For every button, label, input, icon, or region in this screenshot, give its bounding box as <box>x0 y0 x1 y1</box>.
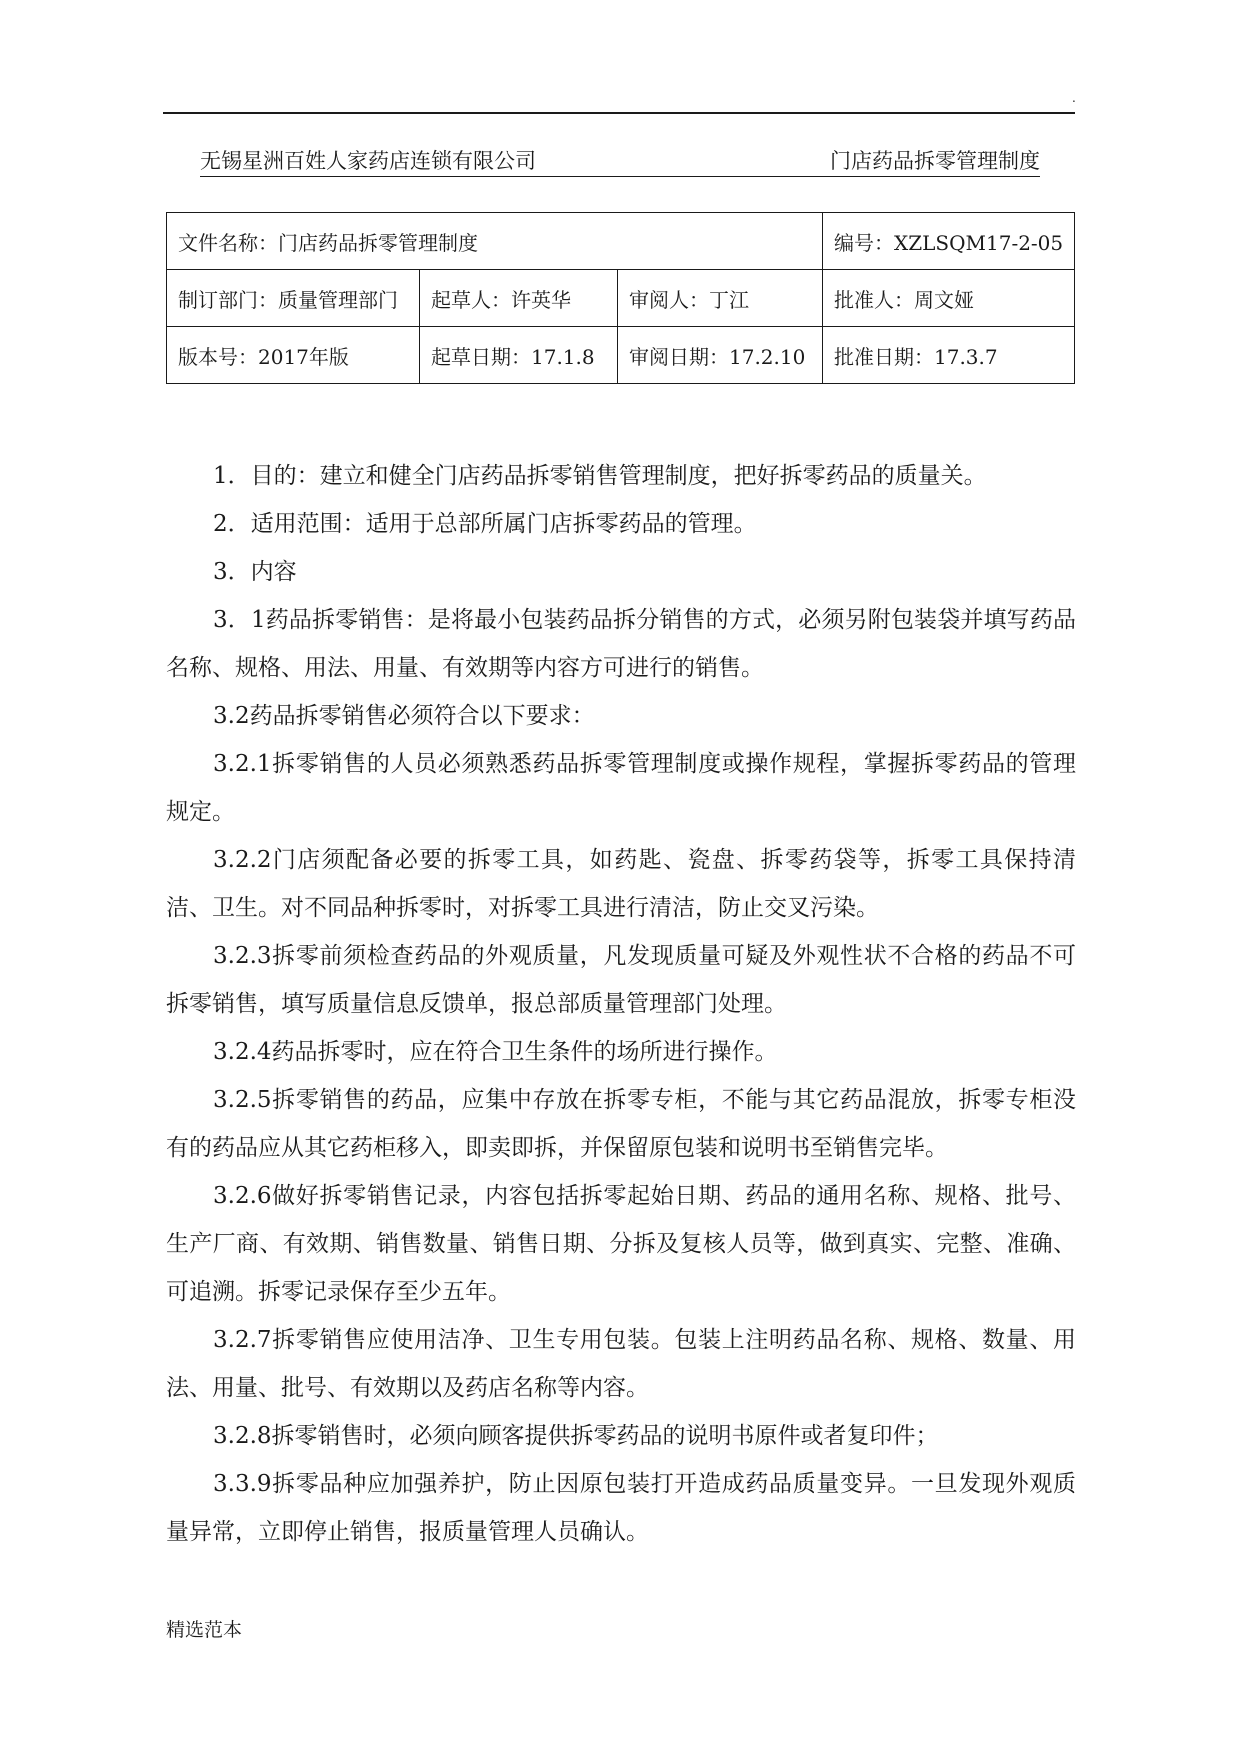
document-body <box>166 452 1076 1556</box>
approve-date-cell: 批准日期：17.3.7 <box>823 327 1075 384</box>
paragraph-3-2-3: 3.2.3拆零前须检查药品的外观质量，凡发现质量可疑及外观性状不合格的药品不可拆零销售，填写质量信息反馈单，报总部质量管理部门处理。 <box>166 943 1076 1017</box>
department-cell: 制订部门：质量管理部门 <box>167 270 420 327</box>
file-name-cell: 文件名称：门店药品拆零管理制度 <box>167 213 823 270</box>
paragraph-3-2-8: 3.2.8拆零销售时，必须向顾客提供拆零药品的说明书原件或者复印件； <box>213 1423 939 1449</box>
paragraph-3-2-6: 3.2.6做好拆零销售记录，内容包括拆零起始日期、药品的通用名称、规格、批号、生产厂商、有效期、销售数量、销售日期、分拆及复核人员等，做到真实、完整、准确、可追溯。拆零记录保存至少五年。 <box>166 1183 1076 1305</box>
paragraph-3-2-7: 3.2.7拆零销售应使用洁净、卫生专用包装。包装上注明药品名称、规格、数量、用法、用量、批号、有效期以及药店名称等内容。 <box>166 1327 1076 1401</box>
review-date-cell: 审阅日期：17.2.10 <box>618 327 823 384</box>
page-footer: 精选范本 <box>166 1619 243 1641</box>
paragraph-3-2-2: 3.2.2门店须配备必要的拆零工具，如药匙、瓷盘、拆零药袋等，拆零工具保持清洁、卫生。对不同品种拆零时，对拆零工具进行清洁，防止交叉污染。 <box>166 847 1076 921</box>
paragraph-purpose: 1．目的：建立和健全门店药品拆零销售管理制度，把好拆零药品的质量关。 <box>213 463 987 489</box>
paragraph-content-heading: 3．内容 <box>213 559 297 585</box>
draft-date-cell: 起草日期：17.1.8 <box>420 327 618 384</box>
paragraph-3-2-5: 3.2.5拆零销售的药品，应集中存放在拆零专柜，不能与其它药品混放，拆零专柜没有的药品应从其它药柜移入，即卖即拆，并保留原包装和说明书至销售完毕。 <box>166 1087 1076 1161</box>
company-name: 无锡星洲百姓人家药店连锁有限公司 <box>200 149 536 173</box>
document-header <box>200 146 1040 178</box>
paragraph-3-2-4: 3.2.4药品拆零时，应在符合卫生条件的场所进行操作。 <box>213 1039 778 1065</box>
reviewer-cell: 审阅人：丁江 <box>618 270 823 327</box>
paragraph-3-2: 3.2药品拆零销售必须符合以下要求： <box>213 703 595 729</box>
doc-number-cell: 编号：XZLSQM17-2-05 <box>823 213 1075 270</box>
document-info-table <box>166 212 1075 384</box>
info-row <box>167 270 1075 327</box>
header-rule <box>200 176 1040 177</box>
approver-cell: 批准人：周文娅 <box>823 270 1075 327</box>
paragraph-3-3-9: 3.3.9拆零品种应加强养护，防止因原包装打开造成药品质量变异。一旦发现外观质量异常，立即停止销售，报质量管理人员确认。 <box>166 1471 1076 1545</box>
paragraph-3-2-1: 3.2.1拆零销售的人员必须熟悉药品拆零管理制度或操作规程，掌握拆零药品的管理规定。 <box>166 751 1076 825</box>
top-rule <box>163 112 1075 114</box>
info-row <box>167 213 1075 270</box>
header-doc-title: 门店药品拆零管理制度 <box>830 149 1040 173</box>
drafter-cell: 起草人：许英华 <box>420 270 618 327</box>
paragraph-3-1: 3．1药品拆零销售：是将最小包装药品拆分销售的方式，必须另附包装袋并填写药品名称、规格、用法、用量、有效期等内容方可进行的销售。 <box>166 607 1076 681</box>
version-cell: 版本号：2017年版 <box>167 327 420 384</box>
info-row <box>167 327 1075 384</box>
page-marker: . <box>1072 91 1076 105</box>
paragraph-scope: 2．适用范围：适用于总部所属门店拆零药品的管理。 <box>213 511 757 537</box>
